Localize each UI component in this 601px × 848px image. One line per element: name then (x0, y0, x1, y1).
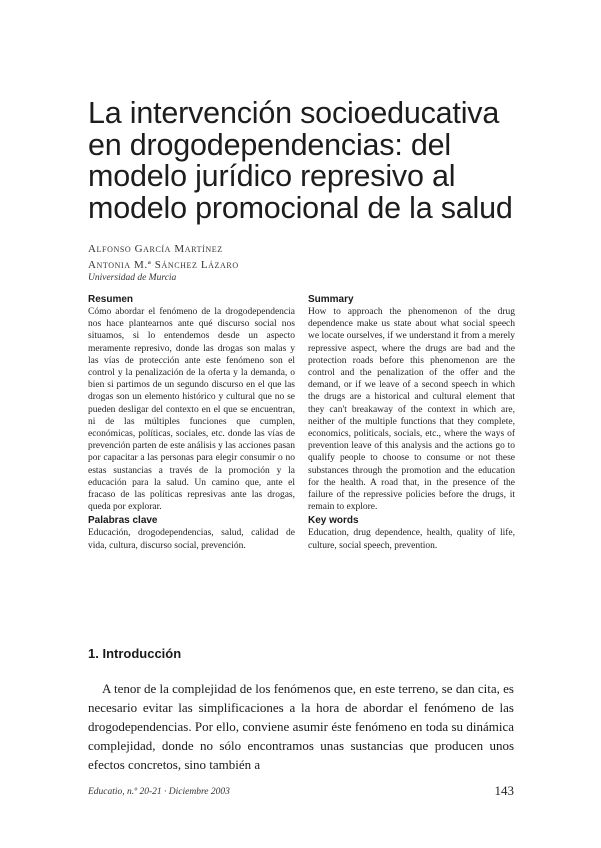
summary-text: How to approach the phenomenon of the drug dependence make us state about what social speech we locate ourselves, if we understand it from a merely repressive aspect, where the drugs are bad and the protection roads before this phenomenon are the control and the penalization of the offer and the demand, or if we leave of a second speech in which the drugs are a historical and cultural element that they can't breakaway of the context in which are, neither of the multiple functions that they complete, economics, politicals, socials, etc., where the ways of prevention leave of this analysis and the actions go to qualify people to choose to consume or not these substances through the promotion and the education for the health. A road that, in the presence of the failure of the repressive policies before the drugs, it remain to explore. (308, 307, 515, 513)
palabras-clave-heading: Palabras clave (88, 515, 158, 527)
journal-footer: Educatio, n.º 20-21 · Diciembre 2003 (88, 787, 230, 797)
spanish-abstract-column (88, 294, 295, 552)
title-line-2: en drogodependencias: del (88, 127, 451, 162)
english-abstract-column (308, 294, 515, 552)
section-heading: 1. Introducción (88, 646, 182, 661)
resumen-heading: Resumen (88, 294, 134, 305)
key-words-text: Education, drug dependence, health, quality of life, culture, social speech, prevention. (308, 528, 515, 551)
key-words-heading: Key words (308, 515, 359, 527)
title-line-4: modelo promocional de la salud (88, 190, 513, 225)
summary-heading: Summary (308, 294, 354, 305)
author-1: Alfonso García Martínez (88, 243, 223, 255)
author-list (88, 241, 239, 273)
body-paragraph: A tenor de la complejidad de los fenómenos que, en este terreno, se dan cita, es necesario evitar las simplificaciones a la hora de abordar el fenómeno de las drogodependencias. Por ello, conviene asumir éste fenómeno en toda su dinámica complejidad, donde no sólo encontramos unas sustancias que producen unos efectos concretos, sino también a (88, 681, 514, 772)
resumen-text: Cómo abordar el fenómeno de la drogodependencia nos hace plantearnos ante qué discurso social nos situamos, si lo entendemos desde un aspecto meramente represivo, donde las drogas son malas y las vías de protección ante este fenómeno son el control y la penalización de la oferta y la demanda, o bien si partimos de un segundo discurso en el que las drogas son un elemento histórico y cultural que no se pueden desligar del contexto en el que se encuentran, ni de las múltiples funciones que cumplen, económicas, políticas, sociales, etc. donde las vías de prevención parten de este análisis y las acciones pasan por capacitar a las personas para elegir consumir o no estas sustancias a través de la promoción y la educación para la salud. Un camino que, ante el fracaso de las políticas represivas ante las drogas, queda por explorar. (88, 307, 295, 513)
palabras-clave-text: Educación, drogodependencias, salud, calidad de vida, cultura, discurso social, prevención. (88, 528, 295, 551)
page-number: 143 (494, 783, 514, 798)
author-2: Antonia M.ª Sánchez Lázaro (88, 259, 239, 271)
title-line-3: modelo jurídico represivo al (88, 159, 456, 193)
affiliation: Universidad de Murcia (88, 273, 177, 283)
article-title (88, 98, 528, 224)
title-line-1: La intervención socioeducativa (88, 96, 500, 130)
